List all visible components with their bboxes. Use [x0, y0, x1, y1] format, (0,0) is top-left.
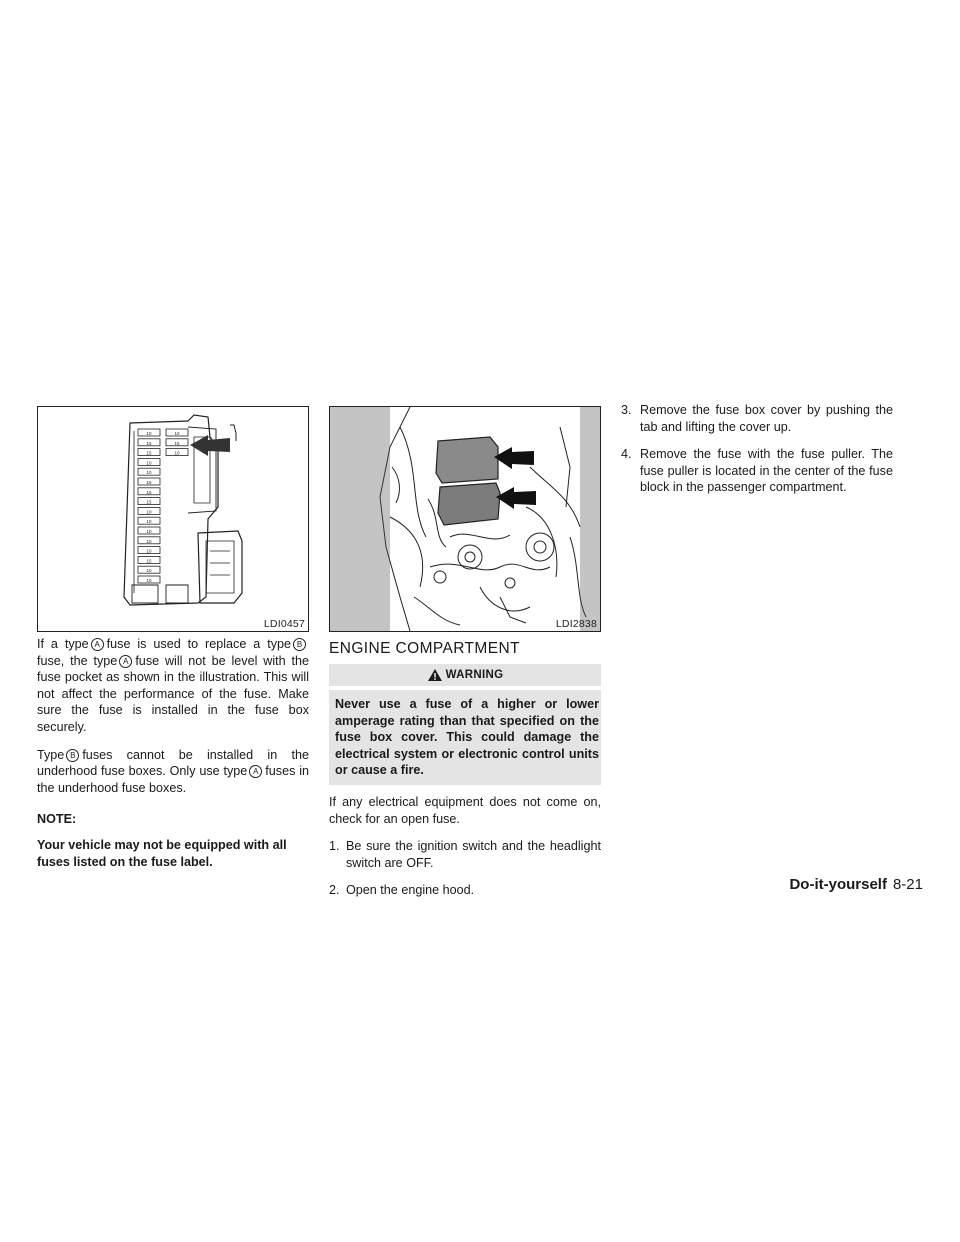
text-span: fuses in the underhood fuse boxes. [37, 764, 309, 795]
circled-letter-b: B [293, 638, 306, 651]
footer-section: Do-it-yourself [789, 876, 887, 893]
fuse-rating-label: 15 [146, 480, 152, 485]
list-number: 1. [329, 839, 340, 854]
warning-header [329, 664, 601, 686]
figure-code-2: LDI2838 [555, 618, 597, 630]
list-item [329, 838, 601, 871]
fuse-rating-label: 15 [174, 440, 180, 446]
fuse-rating-label: 10 [174, 450, 180, 456]
fuse-rating-label: 10 [146, 519, 152, 525]
paragraph-underhood-fuses [37, 747, 309, 797]
figure-code-1: LDI0457 [263, 618, 305, 630]
list-text: Remove the fuse box cover by pushing the tab and lifting the cover up. [640, 403, 893, 434]
text-span: fuse will not be level with the fuse pocket as shown in the illustration. This will not affect the performance of the fuse. Make sure the fuse is installed in the fuse box securely. [37, 653, 309, 734]
fuse-rating-label: 10 [174, 431, 180, 436]
intro-paragraph: If any electrical equipment does not come on, check for an open fuse. [329, 794, 601, 826]
fuse-rating-label: 10 [146, 460, 152, 466]
list-text: Open the engine hood. [346, 883, 475, 898]
list-number: 2. [329, 883, 340, 898]
text-span: fuse, the type [37, 653, 118, 668]
list-number: 4. [621, 447, 632, 462]
text-span: fuse is used to replace a type [106, 637, 291, 651]
list-text: Remove the fuse with the fuse puller. The fuse puller is located in the center of the fuse block in the passenger compartment. [640, 447, 893, 495]
fuse-rating-label: 10 [146, 529, 152, 534]
fuse-rating-label: 15 [146, 499, 152, 505]
fuse-block-drawing [38, 407, 308, 631]
fuse-block-illustration [37, 406, 309, 632]
list-item [621, 402, 893, 435]
section-title: ENGINE COMPARTMENT [329, 640, 520, 657]
circled-letter-a: A [249, 765, 262, 778]
fuse-rating-label: 10 [146, 548, 152, 554]
engine-compartment-photo [329, 406, 601, 632]
fuse-rating-label: 10 [146, 470, 152, 476]
warning-text: Never use a fuse of a higher or lower amperage rating than that specified on the fuse box cover. This could damage the electrical system or electronic control units or cause a fire. [329, 690, 601, 785]
list-number: 3. [621, 403, 632, 417]
column-left [37, 406, 309, 881]
circled-letter-a: A [91, 638, 104, 651]
warning-icon [427, 668, 443, 682]
paragraph-fuse-type [37, 636, 309, 736]
list-item [621, 446, 893, 496]
column-middle [329, 406, 601, 910]
fuse-rating-label: 15 [146, 450, 152, 456]
text-span: If a type [37, 637, 89, 651]
fuse-rating-label: 15 [146, 558, 152, 564]
fuse-rating-label: 10 [146, 431, 152, 436]
page-footer [789, 876, 923, 893]
note-body: Your vehicle may not be equipped with all fuses listed on the fuse label. [37, 837, 287, 869]
page-number: 8-21 [892, 876, 923, 893]
fuse-rating-label: 15 [146, 489, 152, 495]
fuse-rating-label: 10 [146, 578, 152, 583]
circled-letter-b: B [66, 749, 79, 762]
fuse-rating-label: 15 [146, 440, 152, 446]
fuse-rows [138, 429, 188, 583]
text-span: fuses cannot be installed in the underhood fuse boxes. Only use type [37, 747, 309, 779]
column-right [621, 402, 893, 507]
fuse-rating-label: 10 [146, 538, 152, 544]
circled-letter-a: A [119, 655, 132, 668]
text-span: Type [37, 747, 65, 762]
note-heading: NOTE: [37, 812, 77, 827]
list-text: Be sure the ignition switch and the headlight switch are OFF. [346, 839, 601, 870]
list-item [329, 882, 601, 899]
engine-compartment-drawing [330, 407, 600, 631]
fuse-rating-label: 10 [146, 509, 152, 515]
fuse-rating-label: 10 [146, 568, 152, 574]
warning-label: WARNING [445, 669, 504, 681]
